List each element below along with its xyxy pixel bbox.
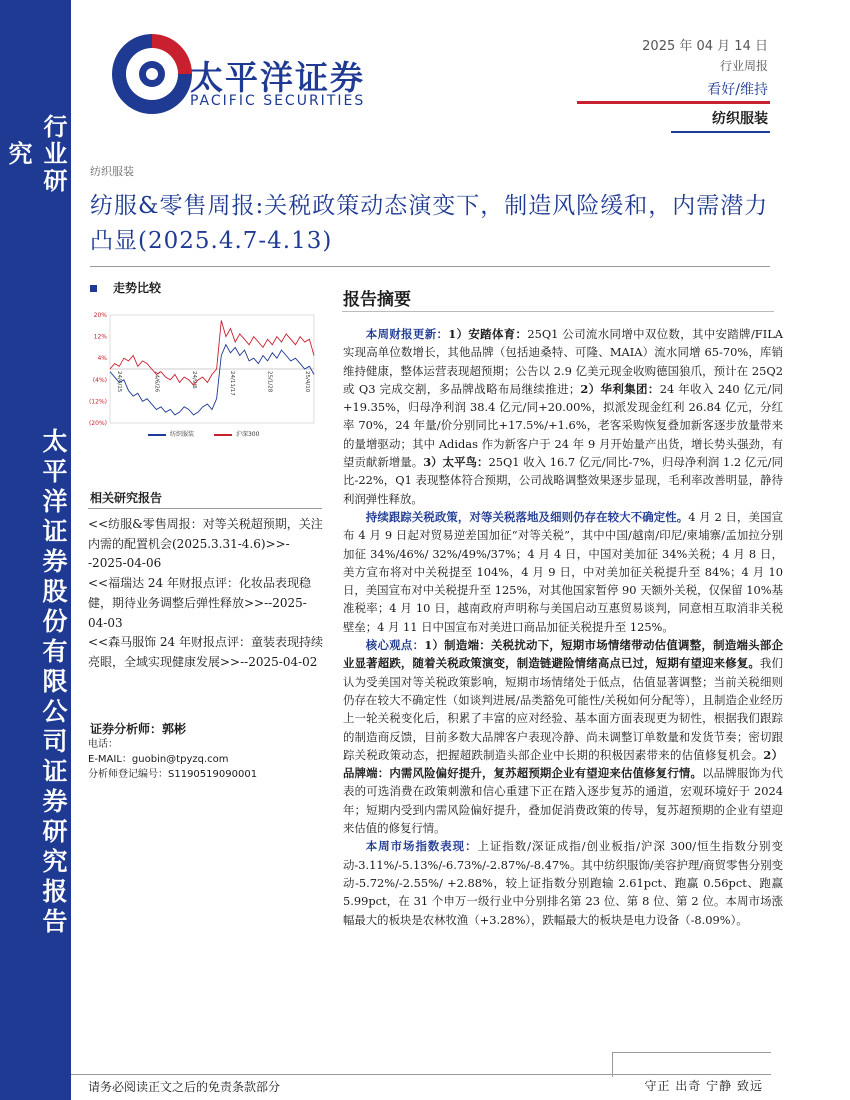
x-tick-label: 25/4/10: [304, 371, 310, 393]
summary-text: 我们认为受美国对等关税政策影响，短期市场情绪处于低点，估值显著调整；当前关税细则仍存在较大不确定性（如谈判进展/品类豁免可能性/关税如何分配等），且制造企业经历上一轮关税变化后，积累了丰富的应对经验、基本面方面表现更为韧性，根据我们跟踪的制造商反馈，目前多数大品牌客户表现冷静、尚未调整订单数量和发货节奏；密切跟踪关税政策动态，把握超跌制造头部企业中长期的积极因素带来的估值修复机会。: [343, 656, 783, 762]
summary-text: 24 年收入 240 亿元/同+19.35%，归母净利润 38.4 亿元/同+20.00%，拟派发现金红利 26.84 亿元，分红率 70%，24 年量/价分别同比+17.5%/+1.6%，老客采购恢复叠加新客逐步放量带来的量增驱动；其中 Adidas 作为新客户于 24 年 9 月开始量产出货，增长势头强劲，有望贡献新增量。: [343, 381, 784, 470]
x-tick-label: 24/6/26: [153, 371, 160, 393]
summary-text: 以品牌服饰为代表的可选消费在政策刺激和信心重建下正在踏入逐步复苏的通道，宏观环境好于 2024 年；短期内受到内需风险偏好提升，叠加促消费政策的传导，复苏超预期的企业有望迎来估值的修复行情。: [343, 766, 783, 836]
pacific-securities-logo-icon: [106, 28, 198, 120]
y-tick-label: 4%: [97, 355, 107, 363]
legend-label: 沪深300: [235, 431, 260, 438]
series-line: [110, 345, 314, 415]
bullet-square-icon: [90, 285, 97, 292]
analyst-info: [88, 737, 257, 782]
chart-legend: [148, 429, 277, 438]
summary-lead: 持续跟踪关税政策，对等关税落地及细则仍存在较大不确定性。: [365, 509, 689, 524]
summary-paragraph: [343, 636, 783, 837]
summary-sub: 2）华利集团：: [580, 381, 660, 396]
x-tick-label: 24/9/6: [191, 371, 198, 389]
legend-item: [214, 431, 259, 438]
header-divider-red: [577, 101, 770, 104]
summary-sub: 1）制造端：关税扰动下，短期市场情绪带动估值调整，制造端头部企业显著超跌，随着关税政策演变，制造链避险情绪高点已过，短期有望迎来修复。: [343, 638, 783, 671]
summary-paragraph: [343, 325, 783, 508]
legend-label: 纺织服装: [170, 431, 195, 438]
analyst-phone: 电话：: [88, 739, 118, 750]
y-tick-label: (4%): [92, 376, 107, 384]
summary-text: 25Q1 公司流水同增中双位数，其中安踏牌/FILA 实现高单位数增长，其他品牌（包括迪桑特、可隆、MAIA）流水同增 65-70%，库销维持健康，整体运营表现超预期；公告以 2.9 亿美元现金收购德国狼爪，预计在 25Q2 或 Q3 完成交割，多品牌战略布局继续推进；: [343, 327, 783, 396]
footer-disclaimer: 请务必阅读正文之后的免责条款部分: [88, 1080, 281, 1094]
report-type: 行业周报: [719, 59, 768, 73]
report-title: 纺服&零售周报:关税政策动态演变下，制造风险缓和，内需潜力凸显(2025.4.7-4.13): [90, 193, 769, 254]
x-tick-label: 24/4/15: [116, 371, 122, 393]
summary-divider: [342, 311, 774, 312]
brand-name-en: PACIFIC SECURITIES: [190, 93, 366, 109]
analyst-registration: 分析师登记编号：S1190519090001: [88, 769, 258, 780]
rating: 看好/维持: [707, 82, 768, 98]
summary-text: 25Q1 收入 16.7 亿元/同比-7%，归母净利润 1.2 亿元/同比-22%，Q1 表现整体符合预期，公司战略调整效果逐步显现，毛利率改善明显，静待利润弹性释放。: [343, 455, 783, 506]
sidebar: [0, 0, 71, 1100]
x-tick-label: 24/11/17: [228, 371, 235, 396]
summary-heading: 报告摘要: [343, 290, 411, 310]
report-date: 2025 年 04 月 14 日: [642, 39, 768, 54]
x-tick-label: 25/1/28: [266, 371, 273, 393]
y-tick-label: 20%: [93, 312, 107, 319]
related-item-link[interactable]: <<森马服饰 24 年财报点评：童装表现持续亮眼，全域实现健康发展>>--2025-04-02: [88, 635, 324, 669]
related-heading: 相关研究报告: [90, 491, 163, 505]
summary-lead: 核心观点：: [365, 638, 425, 653]
title-divider: [90, 266, 770, 267]
summary-text: 4 月 2 日，美国宣布 4 月 9 日起对贸易逆差国加征“对等关税”，其中中国/越南/印尼/柬埔寨/孟加拉分别加征 34%/46%/ 32%/49%/37%；4 月 4 日，中国对美加征 34%关税；4 月 8 日，美方宣布将对中关税提至 104%，4 月 9 日，中对美加征关税提升至 84%；4 月 10 日，美国宣布对中关税提升至 125%，对其他国家暂停 90 天额外关税，仅保留 10%基准税率；4 月 10 日，越南政府声明称与美国启动互惠贸易谈判，同意相互取消非关税壁垒；4 月 11 日中国宣布对美进口商品加征关税提升至 125%。: [343, 509, 783, 634]
sidebar-company: 太平洋证券股份有限公司证券研究报告: [39, 428, 68, 938]
header-divider-blue: [671, 131, 770, 133]
legend-item: [148, 431, 194, 438]
summary-paragraph: [343, 508, 783, 636]
sidebar-category: 行业研究: [4, 113, 68, 195]
summary-sub: 1）安踏体育：: [448, 327, 528, 341]
brand-name-cn: 太平洋证券: [190, 58, 365, 97]
summary-body: [343, 325, 783, 929]
related-list: [88, 515, 324, 673]
y-tick-label: 12%: [93, 333, 107, 341]
related-divider: [88, 508, 322, 509]
sector: 纺织服装: [712, 111, 768, 127]
summary-paragraph: [343, 837, 783, 928]
related-item-link[interactable]: <<纺服&零售周报：对等关税超预期，关注内需的配置机会(2025.3.31-4.6)>>--2025-04-06: [88, 517, 323, 571]
trend-heading-text: 走势比较: [113, 281, 162, 295]
y-tick-label: (20%): [88, 420, 107, 427]
summary-sub: 2）品牌端：内需风险偏好提升，复苏超预期企业有望迎来估值修复行情。: [343, 747, 783, 781]
summary-lead: 本周财报更新：: [365, 327, 449, 341]
trend-heading: [90, 279, 161, 296]
footer-motto: 守正 出奇 宁静 致远: [644, 1079, 763, 1093]
report-tag: 纺织服装: [90, 165, 134, 178]
analyst-email[interactable]: E-MAIL：guobin@tpyzq.com: [88, 754, 229, 765]
summary-lead: 本周市场指数表现：: [365, 839, 478, 854]
footer-divider: [71, 1074, 771, 1075]
related-item-link[interactable]: <<福瑞达 24 年财报点评：化妆品表现稳健，期待业务调整后弹性释放>>--2025-04-03: [88, 576, 312, 630]
summary-text: 上证指数/深证成指/创业板指/沪深 300/恒生指数分别变动-3.11%/-5.13%/-6.73%/-2.87%/-8.47%。其中纺织服饰/美容护理/商贸零售分别变动-5.72%/-2.55%/ +2.88%，较上证指数分别跑输 2.61pct、跑赢 0.56pct、跑赢 5.99pct，在 31 个申万一级行业中分别排名第 23 位、第 8 位、第 2 位。本周市场涨幅最大的板块是农林牧渔（+3.28%），跌幅最大的板块是电力设备（-8.09%）。: [343, 839, 783, 927]
summary-sub: 3）太平鸟：: [423, 455, 489, 470]
y-tick-label: (12%): [88, 398, 107, 406]
analyst-heading: 证券分析师：郭彬: [90, 722, 187, 736]
